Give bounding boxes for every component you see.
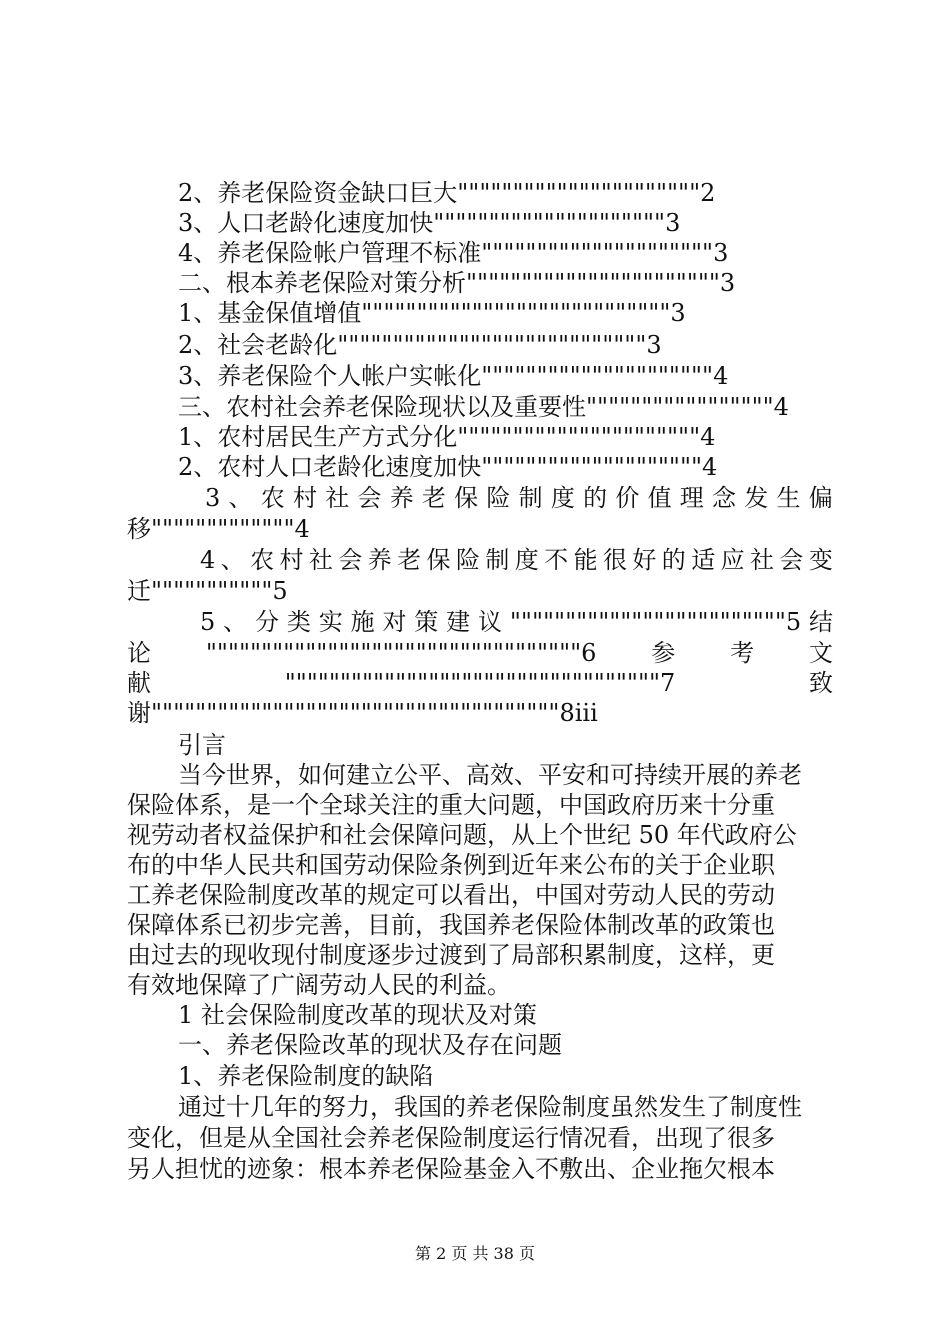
subsection-title: 一、养老保险改革的现状及存在问题: [178, 1031, 562, 1059]
toc-entry: 2、农村人口老龄化速度加快""""""""""""""""""""4: [178, 453, 718, 481]
paragraph-line: 有效地保障了广阔劳动人民的利益。: [127, 971, 511, 999]
toc-entry: 1、农村居民生产方式分化""""""""""""""""""""""4: [178, 423, 716, 451]
toc-entry-wrapped: 论 """"""""""""""""""""""""""""""""""6 参 考 文: [127, 639, 833, 667]
section-heading: 引言: [178, 731, 226, 759]
paragraph-line: 保险体系，是一个全球关注的重大问题，中国政府历来十分重: [127, 791, 775, 819]
toc-entry-wrapped: 献 """"""""""""""""""""""""""""""""""7 致: [127, 669, 833, 697]
subsubsection-title: 1、养老保险制度的缺陷: [178, 1062, 434, 1090]
paragraph-line: 保障体系已初步完善，目前，我国养老保险体制改革的政策也: [127, 911, 775, 939]
toc-entry: 2、社会老龄化""""""""""""""""""""""""""""3: [178, 331, 662, 359]
paragraph-line: 当今世界，如何建立公平、高效、平安和可持续开展的养老: [178, 761, 802, 789]
paragraph-line: 视劳动者权益保护和社会保障问题，从上个世纪 50 年代政府公: [127, 821, 797, 849]
toc-entry-continuation: 谢"""""""""""""""""""""""""""""""""""""8iii: [127, 699, 598, 727]
toc-entry: 2、养老保险资金缺口巨大""""""""""""""""""""""2: [178, 179, 716, 207]
paragraph-line: 另人担忧的迹象：根本养老保险基金入不敷出、企业拖欠根本: [127, 1155, 775, 1183]
toc-entry: 3、人口老龄化速度加快"""""""""""""""""""""3: [178, 209, 681, 237]
toc-entry: 二、根本养老保险对策分析"""""""""""""""""""""""3: [178, 269, 736, 297]
toc-entry-continuation: 迁"""""""""""5: [127, 577, 288, 605]
toc-entry-wrapped: 3 、 农 村 社 会 养 老 保 险 制 度 的 价 值 理 念 发 生 偏: [205, 484, 833, 512]
toc-entry-continuation: 移"""""""""""""4: [127, 515, 310, 543]
toc-entry-wrapped: 4 、 农 村 社 会 养 老 保 险 制 度 不 能 很 好 的 适 应 社 会 变: [200, 546, 833, 574]
page-footer: 第 2 页 共 38 页: [415, 1244, 535, 1263]
toc-entry-wrapped: 5 、 分 类 实 施 对 策 建 议 """""""""""""""""""""""""5 结: [200, 608, 833, 636]
paragraph-line: 布的中华人民共和国劳动保险条例到近年来公布的关于企业职: [127, 851, 775, 879]
paragraph-line: 通过十几年的努力，我国的养老保险制度虽然发生了制度性: [178, 1093, 802, 1121]
paragraph-line: 由过去的现收现付制度逐步过渡到了局部积累制度，这样，更: [127, 941, 775, 969]
paragraph-line: 变化，但是从全国社会养老保险制度运行情况看，出现了很多: [127, 1124, 775, 1152]
toc-entry: 三、农村社会养老保险现状以及重要性"""""""""""""""""4: [178, 393, 789, 421]
toc-entry: 3、养老保险个人帐户实帐化"""""""""""""""""""""4: [178, 362, 729, 390]
paragraph-line: 工养老保险制度改革的规定可以看出，中国对劳动人民的劳动: [127, 881, 775, 909]
toc-entry: 1、基金保值增值""""""""""""""""""""""""""""3: [178, 299, 686, 327]
toc-entry: 4、养老保险帐户管理不标准"""""""""""""""""""""3: [178, 239, 729, 267]
section-title: 1 社会保险制度改革的现状及对策: [178, 1001, 537, 1029]
